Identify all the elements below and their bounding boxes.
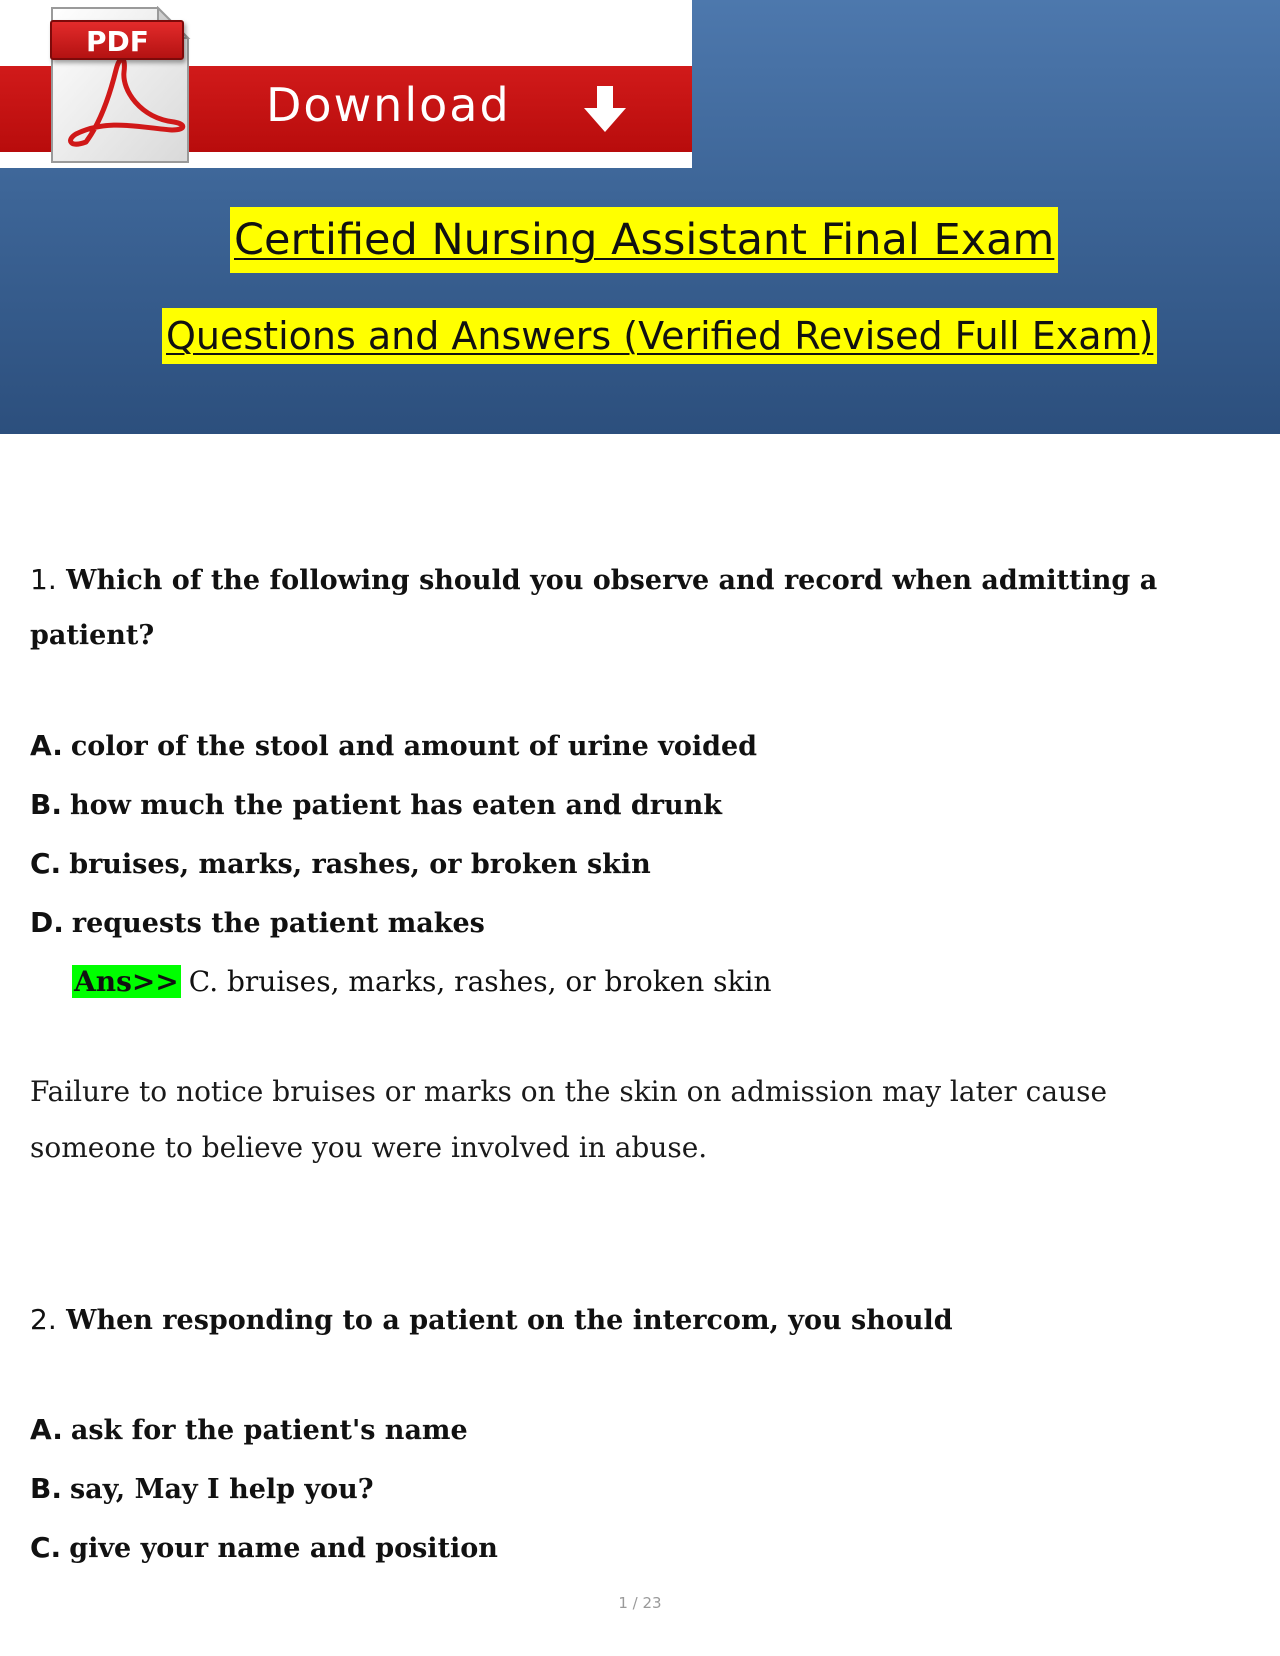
- document-title: Certified Nursing Assistant Final Exam: [230, 207, 1058, 273]
- question-1-text-continued: patient?: [30, 620, 155, 651]
- option-text: give your name and position: [69, 1533, 498, 1564]
- question-number: 2.: [30, 1303, 57, 1336]
- option-b: [30, 1469, 374, 1510]
- question-text: Which of the following should you observe and record when admitting a: [66, 565, 1158, 596]
- option-c: [30, 844, 651, 885]
- question-2-text: [30, 1300, 953, 1341]
- download-label[interactable]: Download: [266, 78, 511, 132]
- option-letter: B.: [30, 1472, 62, 1505]
- header-banner: [0, 0, 1280, 434]
- answer-tag: Ans>>: [74, 965, 179, 998]
- option-a: [30, 726, 757, 767]
- option-text: requests the patient makes: [71, 908, 485, 939]
- option-a: [30, 1410, 468, 1451]
- pdf-file-icon: [46, 6, 196, 166]
- option-letter: A.: [30, 1413, 63, 1446]
- answer-text: C. bruises, marks, rashes, or broken skin: [188, 965, 772, 998]
- option-text: color of the stool and amount of urine voided: [70, 731, 758, 762]
- page-indicator: 1 / 23: [618, 1594, 662, 1612]
- option-letter: B.: [30, 788, 62, 821]
- option-text: say, May I help you?: [69, 1474, 374, 1505]
- document-subtitle: Questions and Answers (Verified Revised Full Exam): [162, 308, 1157, 364]
- question-number: 1.: [30, 563, 57, 596]
- download-badge[interactable]: [0, 0, 692, 168]
- option-letter: C.: [30, 1531, 62, 1564]
- option-text: ask for the patient's name: [70, 1415, 468, 1446]
- option-d: [30, 903, 485, 944]
- option-c: [30, 1528, 498, 1569]
- option-letter: D.: [30, 906, 64, 939]
- option-text: how much the patient has eaten and drunk: [69, 790, 722, 821]
- pdf-label: PDF: [50, 20, 184, 60]
- answer-explanation: Failure to notice bruises or marks on the skin on admission may later cause someone to believe you were involved in abuse.: [30, 1075, 1108, 1164]
- question-1-text: [30, 560, 1157, 601]
- option-text: bruises, marks, rashes, or broken skin: [69, 849, 651, 880]
- option-b: [30, 785, 722, 826]
- option-letter: C.: [30, 847, 62, 880]
- arrow-down-icon[interactable]: [580, 84, 630, 134]
- option-letter: A.: [30, 729, 63, 762]
- question-text: When responding to a patient on the intercom, you should: [66, 1305, 953, 1336]
- answer-line: [72, 962, 772, 1002]
